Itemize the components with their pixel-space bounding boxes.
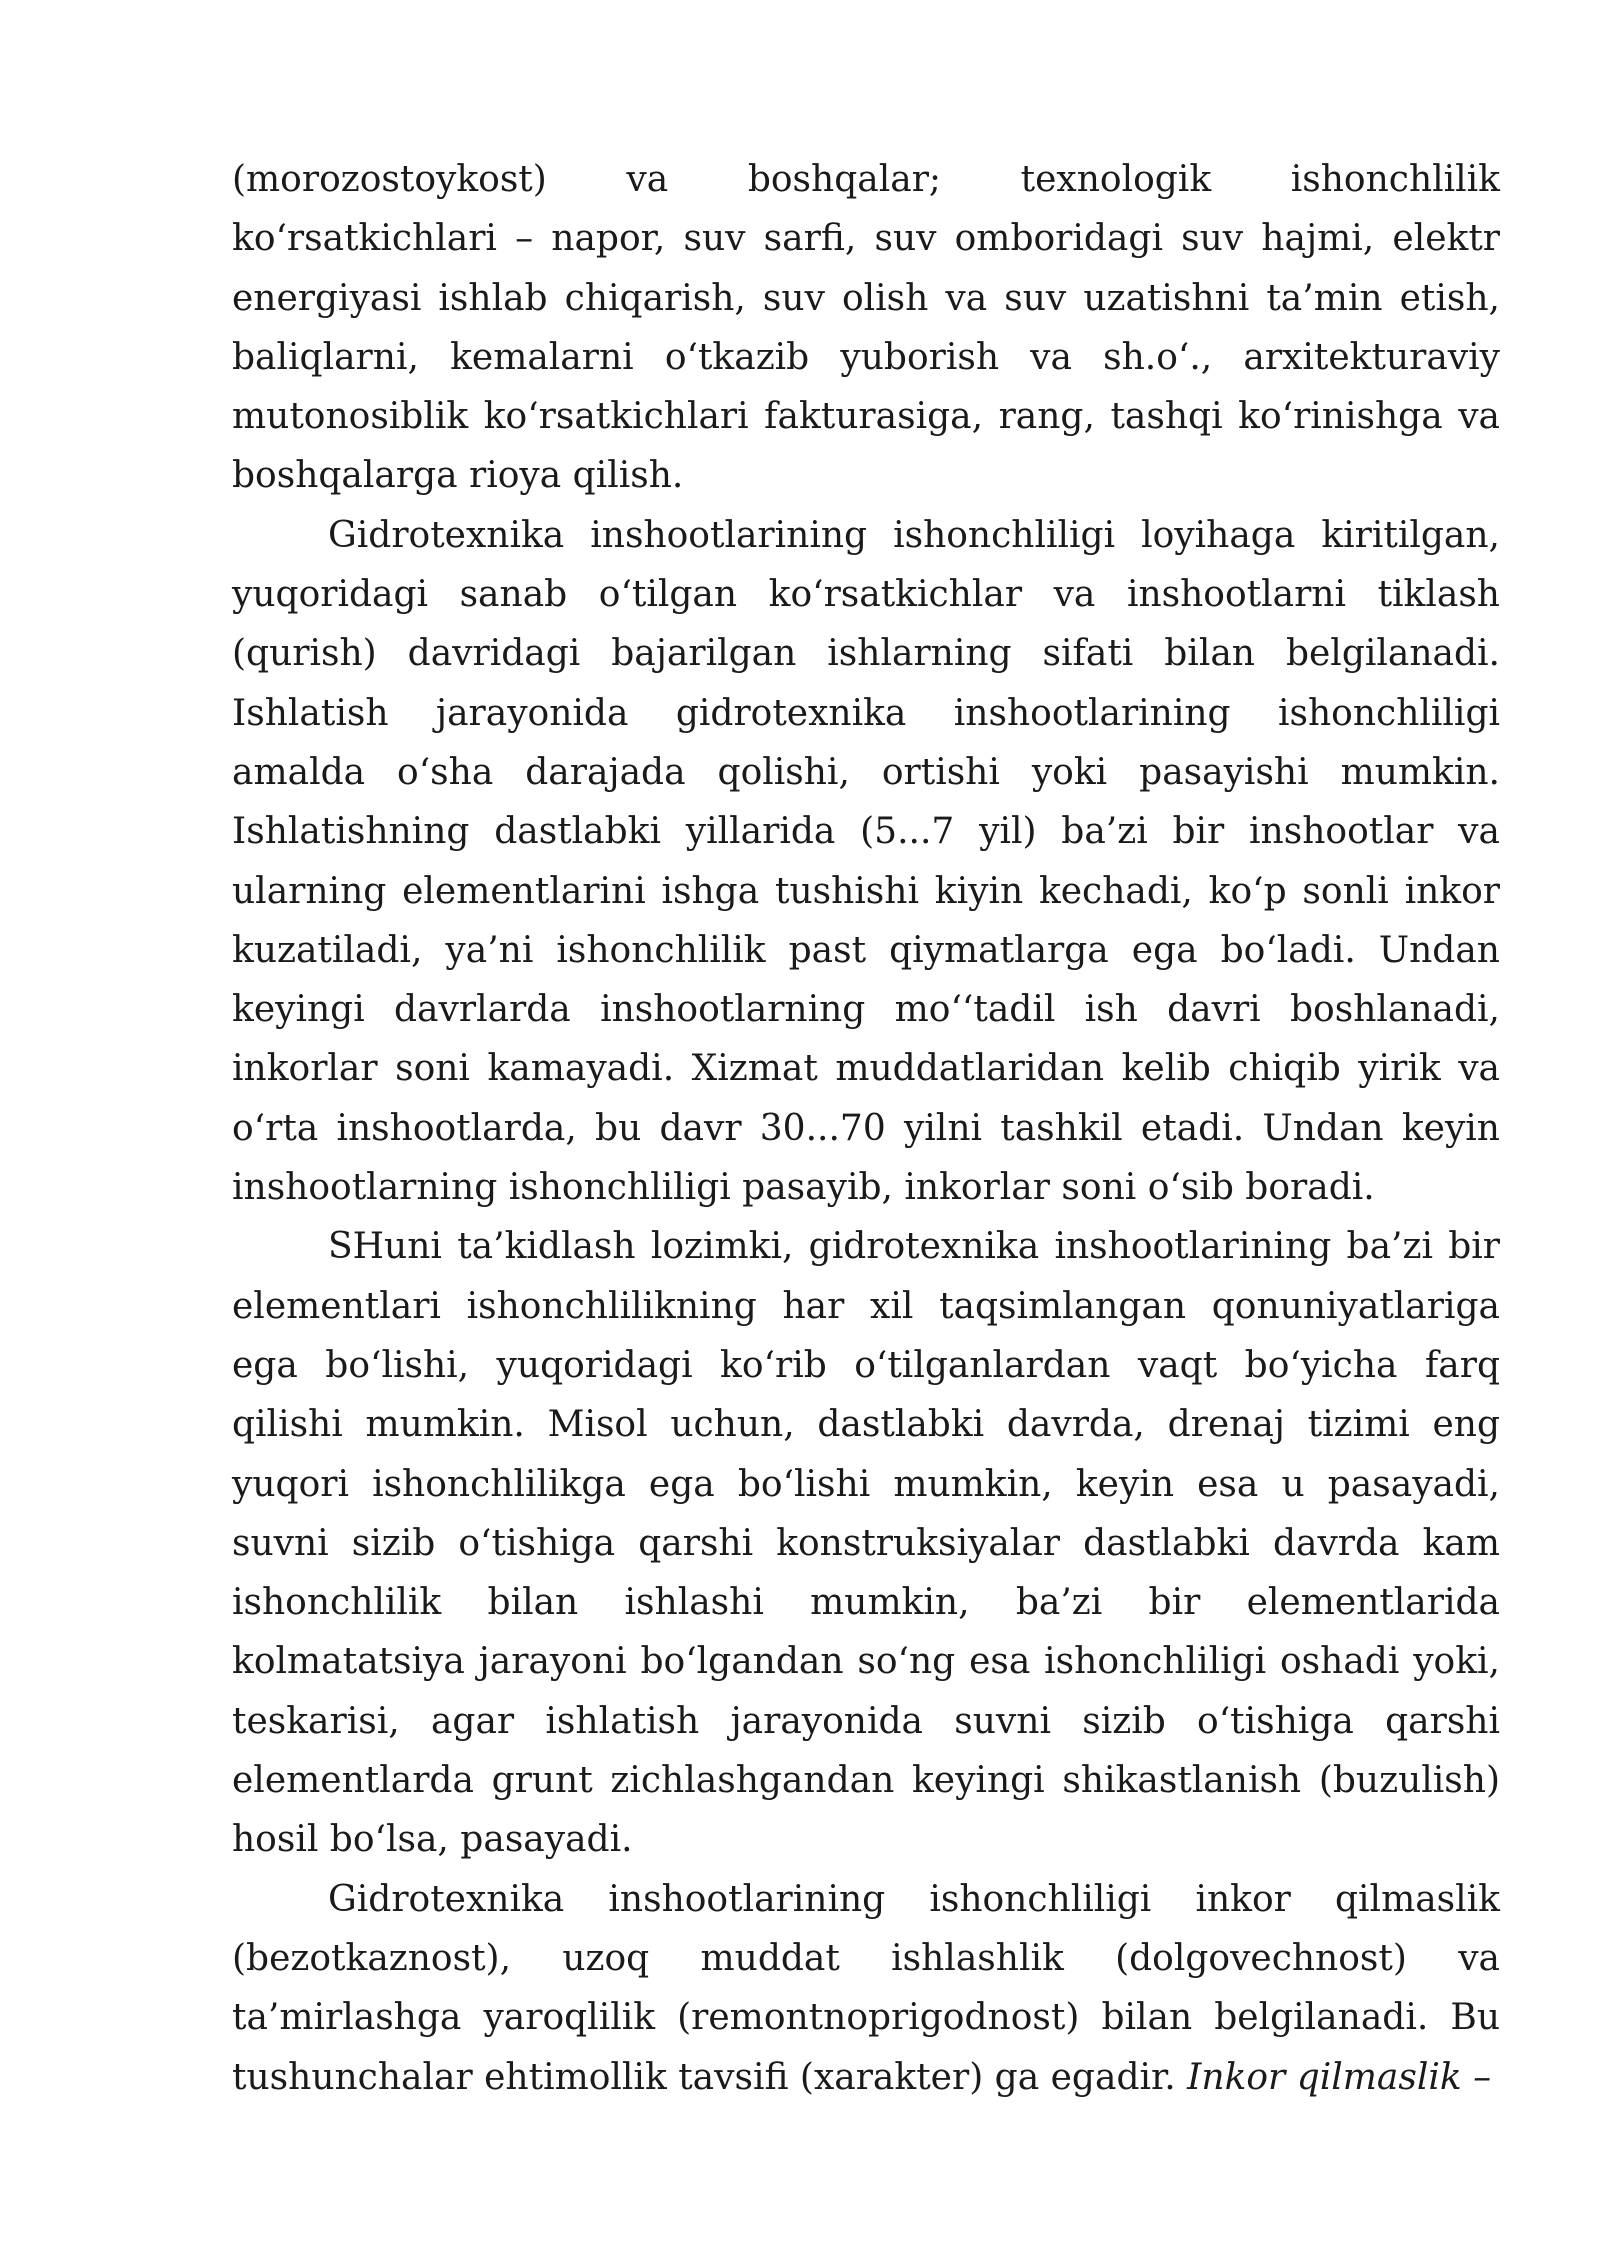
term-inkor-qilmaslik: Inkor qilmaslik – — [1187, 2056, 1492, 2098]
paragraph-1: (morozostoykost) va boshqalar; texnologik ishonchlilik ko‘rsatkichlari – napor, suv sarfi, suv omboridagi suv hajmi, elektr energiyasi ishlab chiqarish, suv olish va suv uzatishni ta’min etish, baliqlarni, kemalarni o‘tkazib yuborish va sh.o‘., arxitekturaviy mutonosiblik ko‘rsatkichlari fakturasiga, rang, tashqi ko‘rinishga va boshqalarga rioya qilish. — [232, 159, 1500, 497]
paragraph-2: Gidrotexnika inshootlarining ishonchliligi loyihaga kiritilgan, yuqoridagi sanab o‘tilgan ko‘rsatkichlar va inshootlarni tiklash (qurish) davridagi bajarilgan ishlarning sifati bilan belgilanadi. Ishlatish jarayonida gidrotexnika inshootlarining ishonchliligi amalda o‘sha darajada qolishi, ortishi yoki pasayishi mumkin. Ishlatishning dastlabki yillarida (5...7 yil) ba’zi bir inshootlar va ularning elementlarini ishga tushishi kiyin kechadi, ko‘p sonli inkor kuzatiladi, ya’ni ishonchlilik past qiymatlarga ega bo‘ladi. Undan keyingi davrlarda inshootlarning mo‘‘tadil ish davri boshlanadi, inkorlar soni kamayadi. Xizmat muddatlaridan kelib chiqib yirik va o‘rta inshootlarda, bu davr 30...70 yilni tashkil etadi. Undan keyin inshootlarning ishonchliligi pasayib, inkorlar soni o‘sib boradi. — [232, 514, 1500, 1209]
paragraph-3: SHuni ta’kidlash lozimki, gidrotexnika inshootlarining ba’zi bir elementlari ishonchlilikning har xil taqsimlangan qonuniyatlariga ega bo‘lishi, yuqoridagi ko‘rib o‘tilganlardan vaqt bo‘yicha farq qilishi mumkin. Misol uchun, dastlabki davrda, drenaj tizimi eng yuqori ishonchlilikga ega bo‘lishi mumkin, keyin esa u pasayadi, suvni sizib o‘tishiga qarshi konstruksiyalar dastlabki davrda kam ishonchlilik bilan ishlashi mumkin, ba’zi bir elementlarida kolmatatsiya jarayoni bo‘lgandan so‘ng esa ishonchliligi oshadi yoki, teskarisi, agar ishlatish jarayonida suvni sizib o‘tishiga qarshi elementlarda grunt zichlashgandan keyingi shikastlanish (buzulish) hosil bo‘lsa, pasayadi. — [232, 1226, 1500, 1861]
paragraph-4-text: Gidrotexnika inshootlarining ishonchliligi inkor qilmaslik (bezotkaznost), uzoq muddat ishlashlik (dolgovechnost) va ta’mirlashga yaroqlilik (remontnoprigodnost) bilan belgilanadi. Bu tushunchalar ehtimollik tavsifi (xarakter) ga egadir. — [232, 1878, 1500, 2098]
paragraph-4 — [232, 1870, 1500, 2107]
document-page — [232, 150, 1500, 2107]
